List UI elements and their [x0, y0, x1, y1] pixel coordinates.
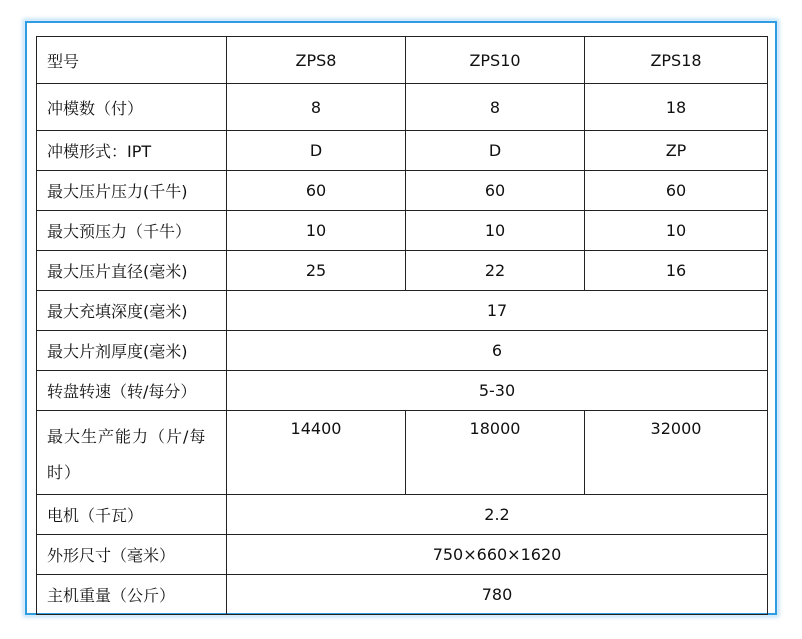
row-label: 最大压片直径(毫米) [37, 251, 227, 291]
table-row [37, 84, 768, 131]
table-row [37, 251, 768, 291]
row-label: 最大生产能力（片/每时） [37, 411, 227, 495]
row-label: 主机重量（公斤） [37, 575, 227, 615]
cell-value: 18000 [406, 411, 585, 495]
table-row [37, 371, 768, 411]
merged-cell-value: 17 [227, 291, 768, 331]
spec-table [36, 36, 768, 615]
table-row [37, 171, 768, 211]
cell-value: 25 [227, 251, 406, 291]
cell-value: 60 [585, 171, 768, 211]
merged-cell-value: 5-30 [227, 371, 768, 411]
cell-value: 16 [585, 251, 768, 291]
cell-value: 10 [227, 211, 406, 251]
cell-value: D [406, 131, 585, 171]
row-label: 转盘转速（转/每分） [37, 371, 227, 411]
cell-value: D [227, 131, 406, 171]
cell-value: 8 [406, 84, 585, 131]
row-label: 最大预压力（千牛） [37, 211, 227, 251]
cell-value: 60 [227, 171, 406, 211]
table-row [37, 535, 768, 575]
cell-value: 32000 [585, 411, 768, 495]
row-label: 最大片剂厚度(毫米) [37, 331, 227, 371]
row-label: 电机（千瓦） [37, 495, 227, 535]
header-cell-model: 型号 [37, 37, 227, 84]
cell-value: 22 [406, 251, 585, 291]
table-row [37, 131, 768, 171]
merged-cell-value: 2.2 [227, 495, 768, 535]
table-row [37, 331, 768, 371]
cell-value: 60 [406, 171, 585, 211]
cell-value: 10 [585, 211, 768, 251]
header-cell-zps8: ZPS8 [227, 37, 406, 84]
table-row [37, 411, 768, 495]
cell-value: 10 [406, 211, 585, 251]
row-label: 外形尺寸（毫米） [37, 535, 227, 575]
table-frame [25, 21, 777, 615]
cell-value: 14400 [227, 411, 406, 495]
cell-value: 8 [227, 84, 406, 131]
table-row [37, 495, 768, 535]
row-label: 冲模形式：IPT [37, 131, 227, 171]
table-row [37, 575, 768, 615]
row-label: 最大压片压力(千牛) [37, 171, 227, 211]
row-label: 冲模数（付） [37, 84, 227, 131]
table-header-row [37, 37, 768, 84]
merged-cell-value: 750×660×1620 [227, 535, 768, 575]
header-cell-zps18: ZPS18 [585, 37, 768, 84]
row-label: 最大充填深度(毫米) [37, 291, 227, 331]
table-row [37, 291, 768, 331]
merged-cell-value: 780 [227, 575, 768, 615]
merged-cell-value: 6 [227, 331, 768, 371]
table-row [37, 211, 768, 251]
header-cell-zps10: ZPS10 [406, 37, 585, 84]
cell-value: ZP [585, 131, 768, 171]
cell-value: 18 [585, 84, 768, 131]
